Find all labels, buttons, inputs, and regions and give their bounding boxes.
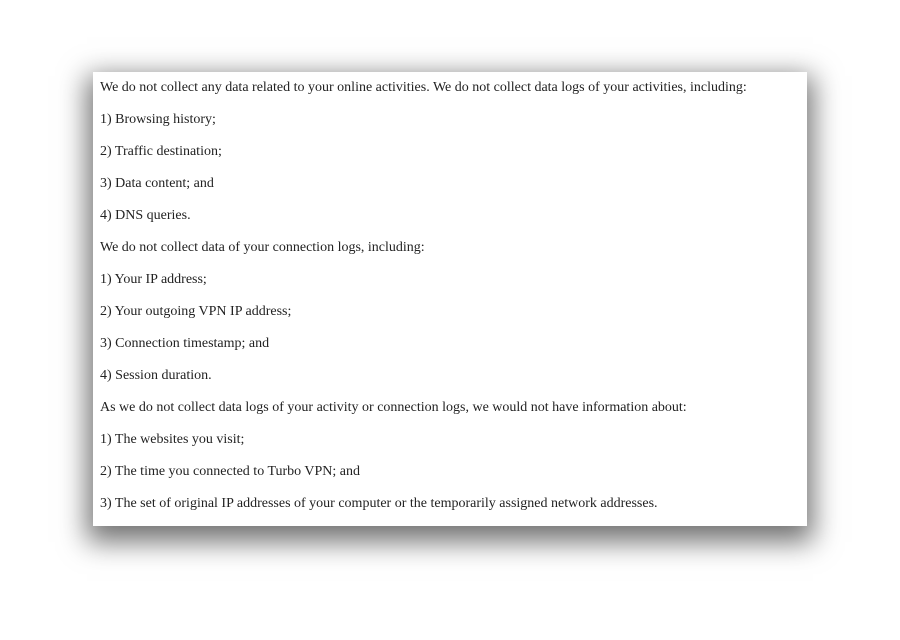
activity-intro: We do not collect any data related to your online activities. We do not collect data logs of your activities, including: xyxy=(100,80,747,95)
no-information-intro: As we do not collect data logs of your activity or connection logs, we would not have information about: xyxy=(100,400,687,415)
connection-intro: We do not collect data of your connection logs, including: xyxy=(100,240,425,255)
connection-item-3: 3) Connection timestamp; and xyxy=(100,336,270,351)
connection-item-1: 1) Your IP address; xyxy=(100,272,207,287)
connection-item-4: 4) Session duration. xyxy=(100,368,212,383)
privacy-text-panel xyxy=(93,72,807,526)
connection-item-2: 2) Your outgoing VPN IP address; xyxy=(100,304,292,319)
activity-item-4: 4) DNS queries. xyxy=(100,208,191,223)
activity-item-1: 1) Browsing history; xyxy=(100,112,216,127)
no-information-item-2: 2) The time you connected to Turbo VPN; and xyxy=(100,464,361,479)
activity-item-3: 3) Data content; and xyxy=(100,176,214,191)
no-information-item-3: 3) The set of original IP addresses of your computer or the temporarily assigned network addresses. xyxy=(100,496,658,511)
activity-item-2: 2) Traffic destination; xyxy=(100,144,222,159)
no-information-item-1: 1) The websites you visit; xyxy=(100,432,245,447)
